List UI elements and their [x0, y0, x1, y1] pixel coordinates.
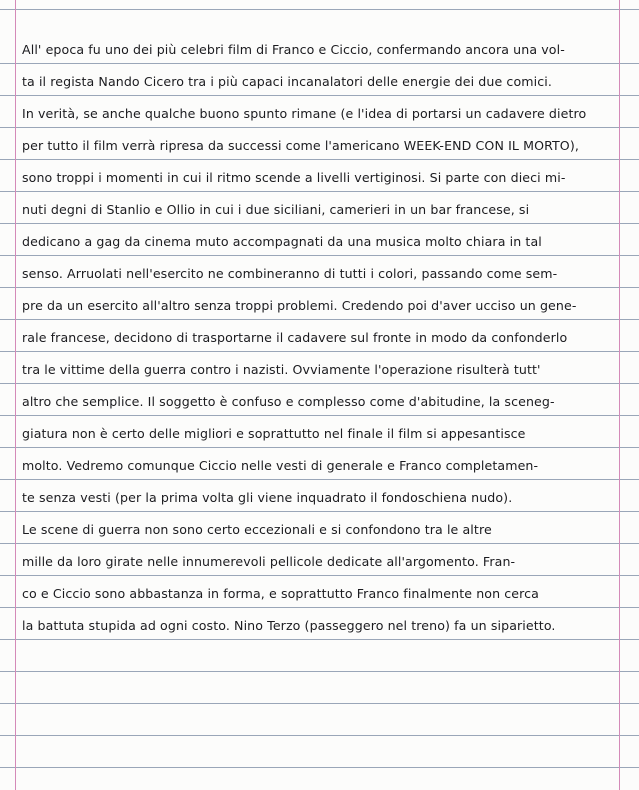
right-margin-line	[619, 0, 620, 790]
text-line: pre da un esercito all'altro senza troppi problemi. Credendo poi d'aver ucciso un gene-	[22, 298, 577, 313]
text-line: te senza vesti (per la prima volta gli viene inquadrato il fondoschiena nudo).	[22, 490, 513, 505]
text-line: per tutto il film verrà ripresa da successi come l'americano WEEK-END CON IL MORTO),	[22, 138, 579, 153]
text-line: Le scene di guerra non sono certo eccezionali e si confondono tra le altre	[22, 522, 492, 537]
text-line: ta il regista Nando Cicero tra i più capaci incanalatori delle energie dei due comici.	[22, 74, 552, 89]
text-line: la battuta stupida ad ogni costo. Nino Terzo (passeggero nel treno) fa un siparietto.	[22, 618, 556, 633]
text-line: In verità, se anche qualche buono spunto rimane (e l'idea di portarsi un cadavere dietro	[22, 106, 587, 121]
text-line: co e Ciccio sono abbastanza in forma, e soprattutto Franco finalmente non cerca	[22, 586, 539, 601]
text-line: giatura non è certo delle migliori e soprattutto nel finale il film si appesantisce	[22, 426, 526, 441]
text-line: sono troppi i momenti in cui il ritmo scende a livelli vertiginosi. Si parte con dieci mi-	[22, 170, 566, 185]
text-line: altro che semplice. Il soggetto è confuso e complesso come d'abitudine, la sceneg-	[22, 394, 555, 409]
text-line: tra le vittime della guerra contro i nazisti. Ovviamente l'operazione risulterà tutt'	[22, 362, 541, 377]
text-line: rale francese, decidono di trasportarne il cadavere sul fronte in modo da confonderlo	[22, 330, 568, 345]
text-line: molto. Vedremo comunque Ciccio nelle vesti di generale e Franco completamen-	[22, 458, 539, 473]
left-margin-line	[15, 0, 16, 790]
text-line: mille da loro girate nelle innumerevoli pellicole dedicate all'argomento. Fran-	[22, 554, 516, 569]
text-line: All' epoca fu uno dei più celebri film di Franco e Ciccio, confermando ancora una vol-	[22, 42, 565, 57]
text-line: nuti degni di Stanlio e Ollio in cui i due siciliani, camerieri in un bar francese, si	[22, 202, 530, 217]
text-line: dedicano a gag da cinema muto accompagnati da una musica molto chiara in tal	[22, 234, 542, 249]
text-line: senso. Arruolati nell'esercito ne combineranno di tutti i colori, passando come sem-	[22, 266, 558, 281]
handwritten-review-text	[22, 34, 618, 642]
